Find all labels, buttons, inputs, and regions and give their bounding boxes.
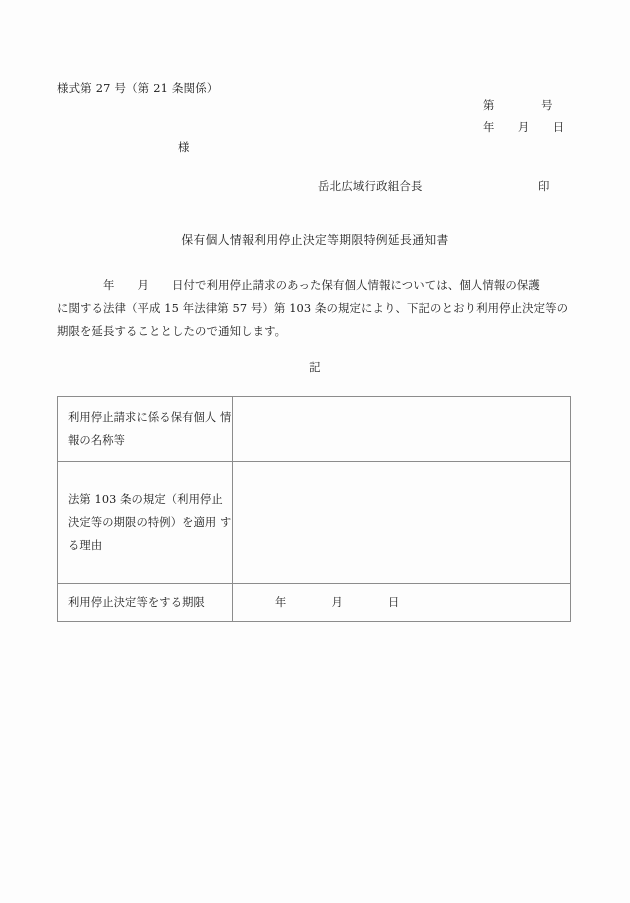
table-row-label: 利用停止決定等をする期限	[68, 596, 205, 609]
issuer-name: 岳北広域行政組合長	[318, 179, 423, 193]
form-number: 様式第 27 号（第 21 条関係）	[57, 81, 219, 95]
table-row	[58, 584, 571, 622]
seal-mark: 印	[538, 179, 550, 193]
table-row	[58, 462, 571, 584]
table-row-value: 年 月 日	[275, 596, 400, 609]
table-row-label: 利用停止請求に係る保有個人 情報の名称等	[68, 411, 232, 447]
body-line: 期限を延長することとしたので通知します。	[57, 324, 287, 338]
table-row-label-cell	[58, 397, 233, 462]
addressee-suffix: 様	[178, 140, 190, 154]
body-line: に関する法律（平成 15 年法律第 57 号）第 103 条の規定により、下記のとおり利用停止決定等の	[57, 301, 569, 315]
table-row	[58, 397, 571, 462]
document-date-blank: 年 月 日	[483, 120, 565, 134]
table-row-value	[233, 516, 570, 530]
body-paragraph	[57, 274, 573, 343]
body-line: 年 月 日付で利用停止請求のあった保有個人情報については、個人情報の保護	[57, 278, 540, 292]
table-row-label-cell	[58, 584, 233, 622]
document-number-blank: 第 号	[483, 98, 553, 112]
form-table	[57, 396, 571, 622]
table-row-label-cell	[58, 462, 233, 584]
table-row-value-cell[interactable]	[233, 462, 571, 584]
ki-marker: 記	[309, 360, 321, 374]
table-row-value	[233, 422, 570, 436]
table-row-value-cell[interactable]	[233, 397, 571, 462]
table-row-label: 法第 103 条の規定（利用停止 決定等の期限の特例）を適用 する理由	[68, 493, 232, 552]
table-row-value-cell[interactable]	[233, 584, 571, 622]
page-title: 保有個人情報利用停止決定等期限特例延長通知書	[181, 233, 449, 247]
